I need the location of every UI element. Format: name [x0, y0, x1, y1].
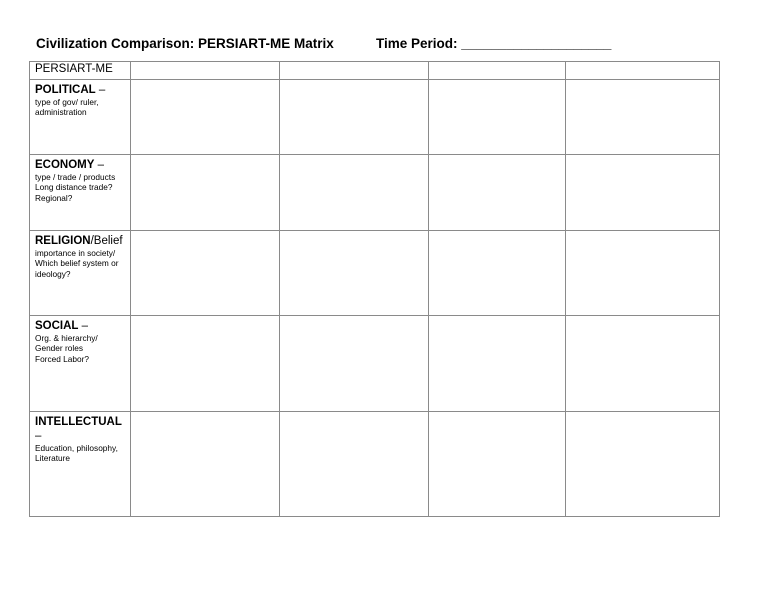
category-title: RELIGION/Belief	[35, 235, 123, 247]
matrix-cell[interactable]	[566, 231, 720, 316]
civilization-header-cell[interactable]	[429, 62, 566, 80]
matrix-cell[interactable]	[566, 412, 720, 517]
category-title: SOCIAL –	[35, 320, 89, 332]
matrix-cell[interactable]	[131, 412, 280, 517]
persiart-me-matrix	[29, 61, 720, 517]
row-label-cell	[30, 412, 131, 517]
category-detail: Org. & hierarchy/	[35, 333, 98, 343]
category-detail: Education, philosophy,	[35, 443, 118, 453]
category-detail: type of gov/ ruler,	[35, 97, 99, 107]
category-detail: type / trade / products	[35, 172, 116, 182]
category-detail: Forced Labor?	[35, 353, 89, 364]
matrix-cell[interactable]	[566, 80, 720, 155]
category-title: INTELLECTUAL –	[35, 416, 122, 442]
matrix-row-intellectual	[30, 412, 720, 517]
matrix-cell[interactable]	[429, 412, 566, 517]
row-label-cell	[30, 316, 131, 412]
category-detail: importance in society/	[35, 248, 116, 258]
civilization-header-cell[interactable]	[131, 62, 280, 80]
category-detail: Literature	[35, 453, 71, 464]
matrix-header-row	[30, 62, 720, 80]
matrix-cell[interactable]	[280, 155, 429, 231]
matrix-cell[interactable]	[131, 231, 280, 316]
worksheet-title: Civilization Comparison: PERSIART-ME Matrix	[36, 36, 334, 51]
matrix-cell[interactable]	[429, 316, 566, 412]
row-label-cell	[30, 231, 131, 316]
category-detail: Which belief system or	[35, 258, 119, 269]
category-detail: administration	[35, 107, 87, 118]
matrix-cell[interactable]	[280, 412, 429, 517]
matrix-row-political	[30, 80, 720, 155]
matrix-cell[interactable]	[566, 316, 720, 412]
category-detail: Regional?	[35, 192, 73, 203]
matrix-row-religion	[30, 231, 720, 316]
matrix-cell[interactable]	[280, 231, 429, 316]
civilization-header-cell[interactable]	[566, 62, 720, 80]
matrix-row-social	[30, 316, 720, 412]
matrix-row-economy	[30, 155, 720, 231]
header-label-cell	[30, 62, 131, 80]
matrix-cell[interactable]	[429, 155, 566, 231]
category-title: POLITICAL –	[35, 84, 106, 96]
matrix-cell[interactable]	[131, 316, 280, 412]
matrix-cell[interactable]	[429, 80, 566, 155]
civilization-header-cell[interactable]	[280, 62, 429, 80]
matrix-cell[interactable]	[566, 155, 720, 231]
time-period-field[interactable]: Time Period: ____________________	[376, 36, 612, 51]
worksheet-heading	[36, 36, 736, 56]
matrix-cell[interactable]	[131, 155, 280, 231]
category-title: ECONOMY –	[35, 159, 105, 171]
row-label-cell	[30, 155, 131, 231]
row-label-cell	[30, 80, 131, 155]
matrix-cell[interactable]	[280, 316, 429, 412]
category-detail: Gender roles	[35, 343, 83, 354]
matrix-cell[interactable]	[280, 80, 429, 155]
matrix-cell[interactable]	[429, 231, 566, 316]
matrix-cell[interactable]	[131, 80, 280, 155]
header-label: PERSIART-ME	[35, 63, 113, 75]
category-detail: ideology?	[35, 268, 71, 279]
category-detail: Long distance trade?	[35, 182, 113, 193]
